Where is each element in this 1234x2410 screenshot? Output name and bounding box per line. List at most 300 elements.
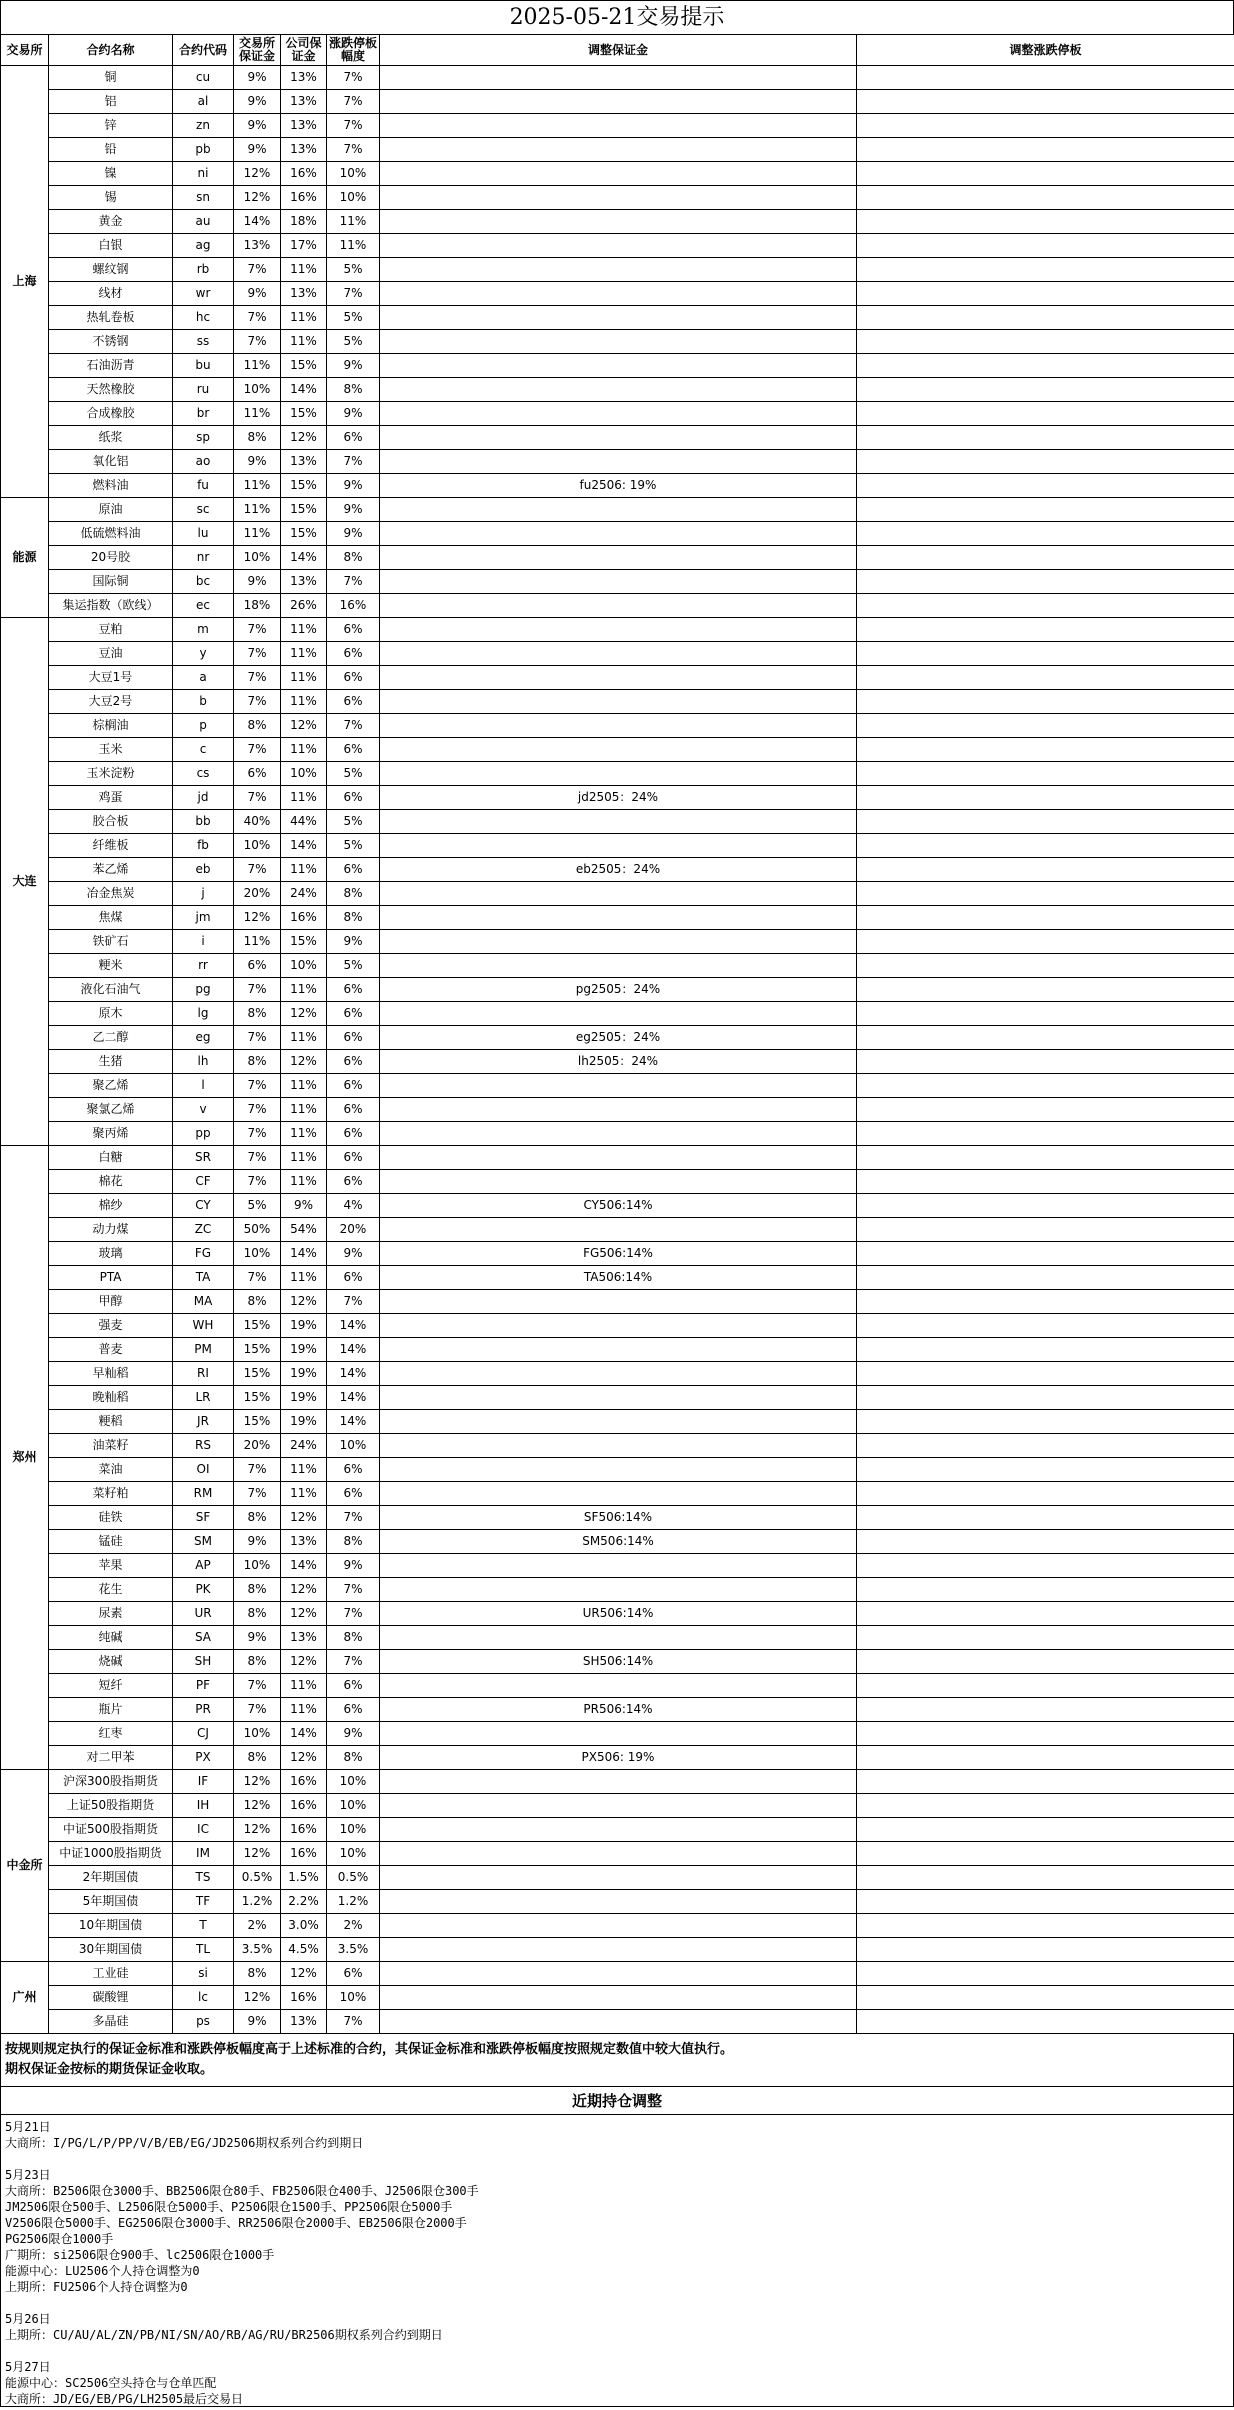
adjusted-margin-cell xyxy=(380,834,857,858)
table-row xyxy=(1,1602,1234,1626)
adjusted-margin-cell xyxy=(380,114,857,138)
company-margin-cell: 19% xyxy=(281,1314,327,1338)
company-margin-cell: 16% xyxy=(281,162,327,186)
company-margin-cell: 13% xyxy=(281,66,327,90)
adjusted-margin-cell xyxy=(380,210,857,234)
contract-code-cell: fu xyxy=(173,474,234,498)
company-margin-cell: 11% xyxy=(281,978,327,1002)
adjusted-margin-cell: SH506:14% xyxy=(380,1650,857,1674)
table-row xyxy=(1,450,1234,474)
company-margin-cell: 16% xyxy=(281,186,327,210)
exchange-margin-cell: 6% xyxy=(234,762,281,786)
price-limit-cell: 9% xyxy=(327,402,380,426)
exchange-margin-cell: 8% xyxy=(234,1602,281,1626)
contract-name-cell: 氧化铝 xyxy=(49,450,173,474)
company-margin-cell: 15% xyxy=(281,474,327,498)
company-margin-cell: 16% xyxy=(281,1986,327,2010)
contract-name-cell: 乙二醇 xyxy=(49,1026,173,1050)
company-margin-cell: 14% xyxy=(281,378,327,402)
contract-name-cell: 动力煤 xyxy=(49,1218,173,1242)
adjust-date: 5月21日 xyxy=(5,2120,51,2134)
exchange-margin-cell: 9% xyxy=(234,1530,281,1554)
contract-code-cell: PX xyxy=(173,1746,234,1770)
adjusted-limit-cell xyxy=(857,1026,1234,1050)
company-margin-cell: 11% xyxy=(281,1170,327,1194)
adjusted-limit-cell xyxy=(857,186,1234,210)
contract-code-cell: PM xyxy=(173,1338,234,1362)
price-limit-cell: 6% xyxy=(327,642,380,666)
company-margin-cell: 11% xyxy=(281,330,327,354)
exchange-margin-cell: 12% xyxy=(234,1986,281,2010)
adjusted-limit-cell xyxy=(857,1002,1234,1026)
price-limit-cell: 5% xyxy=(327,810,380,834)
table-row xyxy=(1,1146,1234,1170)
contract-name-cell: 对二甲苯 xyxy=(49,1746,173,1770)
contract-code-cell: eg xyxy=(173,1026,234,1050)
contract-code-cell: lu xyxy=(173,522,234,546)
contract-name-cell: 铅 xyxy=(49,138,173,162)
table-row xyxy=(1,306,1234,330)
contract-code-cell: jd xyxy=(173,786,234,810)
contract-code-cell: rr xyxy=(173,954,234,978)
company-margin-cell: 10% xyxy=(281,762,327,786)
contract-code-cell: al xyxy=(173,90,234,114)
exchange-margin-cell: 10% xyxy=(234,1242,281,1266)
exchange-cell: 郑州 xyxy=(1,1146,49,1770)
price-limit-cell: 9% xyxy=(327,930,380,954)
price-limit-cell: 2% xyxy=(327,1914,380,1938)
company-margin-cell: 13% xyxy=(281,114,327,138)
company-margin-cell: 54% xyxy=(281,1218,327,1242)
contract-name-cell: 大豆1号 xyxy=(49,666,173,690)
table-row xyxy=(1,810,1234,834)
adjust-date: 5月26日 xyxy=(5,2312,51,2326)
table-row xyxy=(1,114,1234,138)
adjusted-margin-cell xyxy=(380,618,857,642)
contract-code-cell: cs xyxy=(173,762,234,786)
contract-code-cell: p xyxy=(173,714,234,738)
header-code: 合约代码 xyxy=(173,35,234,66)
contract-code-cell: lc xyxy=(173,1986,234,2010)
contract-code-cell: c xyxy=(173,738,234,762)
contract-name-cell: 国际铜 xyxy=(49,570,173,594)
contract-name-cell: 尿素 xyxy=(49,1602,173,1626)
adjusted-margin-cell xyxy=(380,1554,857,1578)
company-margin-cell: 11% xyxy=(281,738,327,762)
contract-name-cell: 粳稻 xyxy=(49,1410,173,1434)
company-margin-cell: 13% xyxy=(281,1626,327,1650)
price-limit-cell: 5% xyxy=(327,330,380,354)
contract-name-cell: 5年期国债 xyxy=(49,1890,173,1914)
price-limit-cell: 10% xyxy=(327,1794,380,1818)
adjusted-limit-cell xyxy=(857,1266,1234,1290)
table-row xyxy=(1,66,1234,90)
table-row xyxy=(1,1650,1234,1674)
contract-code-cell: y xyxy=(173,642,234,666)
company-margin-cell: 12% xyxy=(281,426,327,450)
exchange-margin-cell: 15% xyxy=(234,1314,281,1338)
table-row xyxy=(1,1002,1234,1026)
company-margin-cell: 11% xyxy=(281,258,327,282)
contract-name-cell: 棉纱 xyxy=(49,1194,173,1218)
adjusted-limit-cell xyxy=(857,1578,1234,1602)
exchange-margin-cell: 7% xyxy=(234,978,281,1002)
adjusted-margin-cell: SF506:14% xyxy=(380,1506,857,1530)
company-margin-cell: 15% xyxy=(281,522,327,546)
exchange-margin-cell: 7% xyxy=(234,1026,281,1050)
adjusted-margin-cell xyxy=(380,738,857,762)
price-limit-cell: 10% xyxy=(327,1986,380,2010)
header-adj-margin: 调整保证金 xyxy=(380,35,857,66)
adjusted-limit-cell xyxy=(857,1770,1234,1794)
table-row xyxy=(1,1386,1234,1410)
exchange-margin-cell: 15% xyxy=(234,1410,281,1434)
company-margin-cell: 15% xyxy=(281,354,327,378)
adjust-block xyxy=(5,2167,1229,2295)
adjusted-limit-cell xyxy=(857,1410,1234,1434)
contract-code-cell: nr xyxy=(173,546,234,570)
company-margin-cell: 11% xyxy=(281,306,327,330)
adjusted-margin-cell xyxy=(380,1290,857,1314)
price-limit-cell: 7% xyxy=(327,1602,380,1626)
price-limit-cell: 9% xyxy=(327,474,380,498)
table-row xyxy=(1,1290,1234,1314)
adjusted-margin-cell: FG506:14% xyxy=(380,1242,857,1266)
company-margin-cell: 11% xyxy=(281,1698,327,1722)
exchange-margin-cell: 7% xyxy=(234,1266,281,1290)
contract-code-cell: ru xyxy=(173,378,234,402)
contract-name-cell: 上证50股指期货 xyxy=(49,1794,173,1818)
table-row xyxy=(1,1554,1234,1578)
header-adj-limit: 调整涨跌停板 xyxy=(857,35,1234,66)
exchange-margin-cell: 7% xyxy=(234,786,281,810)
contract-name-cell: 纯碱 xyxy=(49,1626,173,1650)
company-margin-cell: 12% xyxy=(281,714,327,738)
adjusted-limit-cell xyxy=(857,1434,1234,1458)
adjusted-margin-cell xyxy=(380,1722,857,1746)
table-row xyxy=(1,1674,1234,1698)
contract-name-cell: 燃料油 xyxy=(49,474,173,498)
exchange-margin-cell: 12% xyxy=(234,1794,281,1818)
table-row xyxy=(1,378,1234,402)
price-limit-cell: 6% xyxy=(327,1170,380,1194)
contract-name-cell: 棕榈油 xyxy=(49,714,173,738)
exchange-margin-cell: 7% xyxy=(234,1170,281,1194)
company-margin-cell: 12% xyxy=(281,1650,327,1674)
adjusted-margin-cell xyxy=(380,90,857,114)
company-margin-cell: 10% xyxy=(281,954,327,978)
price-limit-cell: 5% xyxy=(327,954,380,978)
table-row xyxy=(1,330,1234,354)
contract-name-cell: 白银 xyxy=(49,234,173,258)
adjusted-limit-cell xyxy=(857,738,1234,762)
contract-name-cell: 玉米 xyxy=(49,738,173,762)
company-margin-cell: 11% xyxy=(281,1458,327,1482)
contract-code-cell: PF xyxy=(173,1674,234,1698)
table-row xyxy=(1,1122,1234,1146)
adjusted-margin-cell xyxy=(380,570,857,594)
adjusted-margin-cell: eb2505：24% xyxy=(380,858,857,882)
adjusted-margin-cell: SM506:14% xyxy=(380,1530,857,1554)
exchange-margin-cell: 3.5% xyxy=(234,1938,281,1962)
price-limit-cell: 9% xyxy=(327,1242,380,1266)
adjusted-limit-cell xyxy=(857,954,1234,978)
exchange-margin-cell: 11% xyxy=(234,474,281,498)
adjusted-margin-cell: eg2505：24% xyxy=(380,1026,857,1050)
company-margin-cell: 16% xyxy=(281,1818,327,1842)
contract-code-cell: T xyxy=(173,1914,234,1938)
adjusted-margin-cell xyxy=(380,1914,857,1938)
adjusted-margin-cell xyxy=(380,1146,857,1170)
adjusted-margin-cell xyxy=(380,522,857,546)
contract-name-cell: 碳酸锂 xyxy=(49,1986,173,2010)
exchange-margin-cell: 7% xyxy=(234,1074,281,1098)
adjusted-margin-cell: CY506:14% xyxy=(380,1194,857,1218)
price-limit-cell: 5% xyxy=(327,834,380,858)
adjusted-limit-cell xyxy=(857,1482,1234,1506)
company-margin-cell: 11% xyxy=(281,1122,327,1146)
contract-code-cell: bc xyxy=(173,570,234,594)
adjust-line: 能源中心：LU2506个人持仓调整为0 xyxy=(5,2264,200,2278)
price-limit-cell: 6% xyxy=(327,858,380,882)
contract-code-cell: cu xyxy=(173,66,234,90)
adjusted-limit-cell xyxy=(857,378,1234,402)
adjusted-margin-cell xyxy=(380,1098,857,1122)
contract-name-cell: 石油沥青 xyxy=(49,354,173,378)
adjusted-limit-cell xyxy=(857,162,1234,186)
adjust-line: 上期所：CU/AU/AL/ZN/PB/NI/SN/AO/RB/AG/RU/BR2506期权系列合约到期日 xyxy=(5,2328,443,2342)
adjusted-limit-cell xyxy=(857,1194,1234,1218)
exchange-margin-cell: 8% xyxy=(234,1650,281,1674)
contract-name-cell: 10年期国债 xyxy=(49,1914,173,1938)
rules-note-line: 按规则规定执行的保证金标准和涨跌停板幅度高于上述标准的合约，其保证金标准和涨跌停板幅度按照规定数值中较大值执行。 xyxy=(5,2042,734,2057)
adjusted-limit-cell xyxy=(857,1290,1234,1314)
adjusted-margin-cell xyxy=(380,354,857,378)
price-limit-cell: 10% xyxy=(327,1434,380,1458)
contract-name-cell: 甲醇 xyxy=(49,1290,173,1314)
exchange-margin-cell: 15% xyxy=(234,1362,281,1386)
table-row xyxy=(1,906,1234,930)
adjust-line: 大商所：B2506限仓3000手、BB2506限仓80手、FB2506限仓400手、J2506限仓300手 xyxy=(5,2184,479,2198)
adjusted-margin-cell xyxy=(380,1578,857,1602)
price-limit-cell: 9% xyxy=(327,354,380,378)
price-limit-cell: 7% xyxy=(327,114,380,138)
contract-code-cell: lg xyxy=(173,1002,234,1026)
exchange-margin-cell: 8% xyxy=(234,1746,281,1770)
company-margin-cell: 11% xyxy=(281,642,327,666)
adjusted-limit-cell xyxy=(857,1674,1234,1698)
company-margin-cell: 16% xyxy=(281,1794,327,1818)
table-row xyxy=(1,882,1234,906)
table-row xyxy=(1,714,1234,738)
exchange-margin-cell: 9% xyxy=(234,1626,281,1650)
contract-name-cell: 集运指数（欧线） xyxy=(49,594,173,618)
adjusted-limit-cell xyxy=(857,282,1234,306)
contract-code-cell: SR xyxy=(173,1146,234,1170)
price-limit-cell: 5% xyxy=(327,762,380,786)
adjusted-margin-cell xyxy=(380,1866,857,1890)
contract-name-cell: 大豆2号 xyxy=(49,690,173,714)
exchange-margin-cell: 11% xyxy=(234,498,281,522)
contract-code-cell: si xyxy=(173,1962,234,1986)
company-margin-cell: 3.0% xyxy=(281,1914,327,1938)
adjusted-limit-cell xyxy=(857,522,1234,546)
contract-name-cell: 油菜籽 xyxy=(49,1434,173,1458)
company-margin-cell: 15% xyxy=(281,930,327,954)
exchange-margin-cell: 6% xyxy=(234,954,281,978)
adjusted-limit-cell xyxy=(857,138,1234,162)
contract-name-cell: 晚籼稻 xyxy=(49,1386,173,1410)
table-row xyxy=(1,1986,1234,2010)
table-row xyxy=(1,858,1234,882)
price-limit-cell: 10% xyxy=(327,1770,380,1794)
company-margin-cell: 15% xyxy=(281,402,327,426)
exchange-margin-cell: 7% xyxy=(234,642,281,666)
exchange-margin-cell: 12% xyxy=(234,1818,281,1842)
exchange-margin-cell: 12% xyxy=(234,1770,281,1794)
table-row xyxy=(1,1026,1234,1050)
adjusted-limit-cell xyxy=(857,90,1234,114)
company-margin-cell: 12% xyxy=(281,1602,327,1626)
adjust-line: JM2506限仓500手、L2506限仓5000手、P2506限仓1500手、PP2506限仓5000手 xyxy=(5,2200,453,2214)
adjusted-margin-cell xyxy=(380,1770,857,1794)
price-limit-cell: 9% xyxy=(327,522,380,546)
company-margin-cell: 18% xyxy=(281,210,327,234)
contract-code-cell: IC xyxy=(173,1818,234,1842)
exchange-margin-cell: 10% xyxy=(234,1554,281,1578)
adjust-line: PG2506限仓1000手 xyxy=(5,2232,114,2246)
contract-name-cell: 玉米淀粉 xyxy=(49,762,173,786)
company-margin-cell: 12% xyxy=(281,1962,327,1986)
contract-name-cell: 铝 xyxy=(49,90,173,114)
adjusted-limit-cell xyxy=(857,1890,1234,1914)
table-row xyxy=(1,1794,1234,1818)
adjusted-limit-cell xyxy=(857,1386,1234,1410)
table-row xyxy=(1,1770,1234,1794)
adjusted-margin-cell: fu2506: 19% xyxy=(380,474,857,498)
table-row xyxy=(1,1746,1234,1770)
contract-code-cell: RM xyxy=(173,1482,234,1506)
header-name: 合约名称 xyxy=(49,35,173,66)
price-limit-cell: 8% xyxy=(327,1626,380,1650)
contract-name-cell: 2年期国债 xyxy=(49,1866,173,1890)
header-exch-margin: 交易所保证金 xyxy=(234,35,281,66)
adjusted-margin-cell: pg2505：24% xyxy=(380,978,857,1002)
table-row xyxy=(1,642,1234,666)
adjusted-margin-cell xyxy=(380,1386,857,1410)
contract-name-cell: 锰硅 xyxy=(49,1530,173,1554)
exchange-margin-cell: 10% xyxy=(234,1722,281,1746)
adjusted-limit-cell xyxy=(857,882,1234,906)
contract-code-cell: hc xyxy=(173,306,234,330)
contract-code-cell: SM xyxy=(173,1530,234,1554)
price-limit-cell: 7% xyxy=(327,450,380,474)
price-limit-cell: 6% xyxy=(327,426,380,450)
contract-code-cell: AP xyxy=(173,1554,234,1578)
adjusted-margin-cell xyxy=(380,1410,857,1434)
exchange-cell: 大连 xyxy=(1,618,49,1146)
contract-code-cell: TL xyxy=(173,1938,234,1962)
price-limit-cell: 5% xyxy=(327,306,380,330)
adjusted-limit-cell xyxy=(857,1602,1234,1626)
contract-name-cell: 焦煤 xyxy=(49,906,173,930)
adjusted-limit-cell xyxy=(857,1338,1234,1362)
adjusted-limit-cell xyxy=(857,210,1234,234)
table-row xyxy=(1,1530,1234,1554)
contract-name-cell: 短纤 xyxy=(49,1674,173,1698)
contract-name-cell: 锌 xyxy=(49,114,173,138)
price-limit-cell: 20% xyxy=(327,1218,380,1242)
contract-code-cell: CF xyxy=(173,1170,234,1194)
exchange-margin-cell: 11% xyxy=(234,354,281,378)
contract-code-cell: sp xyxy=(173,426,234,450)
adjusted-limit-cell xyxy=(857,1362,1234,1386)
adjusted-limit-cell xyxy=(857,1242,1234,1266)
adjusted-margin-cell xyxy=(380,546,857,570)
adjusted-margin-cell xyxy=(380,1122,857,1146)
contract-name-cell: 中证1000股指期货 xyxy=(49,1842,173,1866)
contract-name-cell: 胶合板 xyxy=(49,810,173,834)
exchange-margin-cell: 40% xyxy=(234,810,281,834)
company-margin-cell: 19% xyxy=(281,1386,327,1410)
adjusted-limit-cell xyxy=(857,1746,1234,1770)
price-limit-cell: 6% xyxy=(327,1026,380,1050)
adjusted-limit-cell xyxy=(857,1314,1234,1338)
table-row xyxy=(1,1410,1234,1434)
exchange-margin-cell: 2% xyxy=(234,1914,281,1938)
contract-code-cell: IF xyxy=(173,1770,234,1794)
adjusted-margin-cell xyxy=(380,1818,857,1842)
adjusted-limit-cell xyxy=(857,1506,1234,1530)
price-limit-cell: 7% xyxy=(327,1290,380,1314)
adjusted-margin-cell: PX506: 19% xyxy=(380,1746,857,1770)
adjusted-limit-cell xyxy=(857,1866,1234,1890)
company-margin-cell: 11% xyxy=(281,1074,327,1098)
table-row xyxy=(1,1218,1234,1242)
exchange-margin-cell: 8% xyxy=(234,1506,281,1530)
contract-code-cell: TA xyxy=(173,1266,234,1290)
company-margin-cell: 14% xyxy=(281,1554,327,1578)
header-limit: 涨跌停板幅度 xyxy=(327,35,380,66)
table-row xyxy=(1,666,1234,690)
company-margin-cell: 11% xyxy=(281,618,327,642)
adjusted-margin-cell xyxy=(380,330,857,354)
company-margin-cell: 19% xyxy=(281,1410,327,1434)
adjusted-margin-cell xyxy=(380,1458,857,1482)
adjusted-margin-cell xyxy=(380,1938,857,1962)
adjusted-margin-cell xyxy=(380,282,857,306)
contract-code-cell: OI xyxy=(173,1458,234,1482)
price-limit-cell: 6% xyxy=(327,1962,380,1986)
header-co-margin: 公司保证金 xyxy=(281,35,327,66)
table-row xyxy=(1,1266,1234,1290)
contract-name-cell: 液化石油气 xyxy=(49,978,173,1002)
price-limit-cell: 5% xyxy=(327,258,380,282)
company-margin-cell: 44% xyxy=(281,810,327,834)
company-margin-cell: 13% xyxy=(281,570,327,594)
contract-name-cell: 工业硅 xyxy=(49,1962,173,1986)
price-limit-cell: 14% xyxy=(327,1314,380,1338)
company-margin-cell: 19% xyxy=(281,1338,327,1362)
contract-code-cell: RS xyxy=(173,1434,234,1458)
contract-code-cell: IM xyxy=(173,1842,234,1866)
contract-code-cell: sc xyxy=(173,498,234,522)
table-row xyxy=(1,762,1234,786)
table-row xyxy=(1,1050,1234,1074)
contract-code-cell: i xyxy=(173,930,234,954)
adjusted-margin-cell: jd2505：24% xyxy=(380,786,857,810)
contract-name-cell: 铁矿石 xyxy=(49,930,173,954)
